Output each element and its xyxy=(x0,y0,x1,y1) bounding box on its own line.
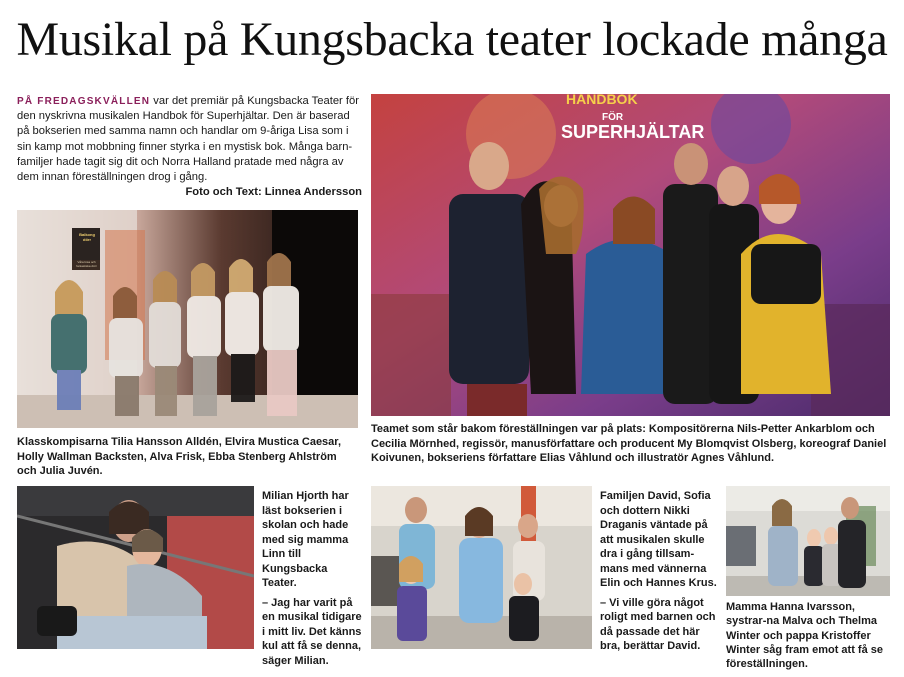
milian-paragraph-1: Milian Hjorth har läst bokserien i skolan och hade med sig mamma Linn till Kungsbacka Teater. xyxy=(262,490,349,589)
poster-title-bottom: SUPERHJÄLTAR xyxy=(561,122,705,142)
photo-credit: Foto och Text: Linnea Andersson xyxy=(185,186,362,199)
photo-milian xyxy=(17,486,254,649)
balcony-sign-top: Balkong dörr xyxy=(79,232,95,242)
balcony-sign xyxy=(75,232,99,242)
caption-team: Teamet som står bakom föreställningen var på plats: Kompositörerna Nils-Petter Ankarblom och Cecilia Mörnhed, regissör, manusförfattare och producent My Blomqvist Olsberg, koreograf Daniel Koivunen, bokseriens författare Elias Våhlund och illustratör Agnes Våhlund. xyxy=(371,423,887,465)
intro-lead: PÅ FREDAGSKVÄLLEN xyxy=(17,96,151,107)
david-text xyxy=(600,489,718,659)
poster-title-for: FÖR xyxy=(602,112,624,123)
intro-body: var det premiär på Kungsbacka Teater för den nyskrivna musikalen Handbok för Superhjältar. Den är baserad på bokserien med samma namn och handlar om 9-åriga Lisa som i sin kamp mot mobbning finner styrka i en mystisk bok. Många barn-familjer hade tagit sig dit och Norra Halland pratade med några av dem innan föreställningen drog i gång. xyxy=(17,95,359,184)
caption-girls: Klasskompisarna Tilia Hansson Alldén, Elvira Mustica Caesar, Holly Wallman Backsten, Alva Frisk, Ebba Stenberg Ahlström och Julia Juvén. xyxy=(17,436,342,478)
headline: Musikal på Kungsbacka teater lockade många xyxy=(16,13,888,66)
intro-text xyxy=(17,94,362,200)
photo-david-family xyxy=(371,486,592,649)
caption-winter: Mamma Hanna Ivarsson, systrar-na Malva och Thelma Winter och pappa Kristoffer Winter såg fram emot att få se föreställningen. xyxy=(726,601,883,671)
milian-text xyxy=(262,489,362,673)
david-paragraph-2: – Vi ville göra något roligt med barnen och då passade det här bra, berättar David. xyxy=(600,596,716,652)
david-paragraph-1: Familjen David, Sofia och dottern Nikki Draganis väntade på att musikalen skulle dra i gång tillsam-mans med vännerna Elin och Hannes Krus. xyxy=(600,490,717,589)
poster-title-top: HANDBOK xyxy=(566,94,638,107)
milian-paragraph-2: – Jag har varit på en musikal tidigare i mitt liv. Det känns kul att få se denna, säger Milian. xyxy=(262,596,362,667)
photo-team xyxy=(371,94,890,416)
photo-winter-family xyxy=(726,486,890,596)
balcony-sign-sub: Våra lösa och fantastiska dörr xyxy=(76,260,97,268)
photo-girls xyxy=(17,210,358,428)
